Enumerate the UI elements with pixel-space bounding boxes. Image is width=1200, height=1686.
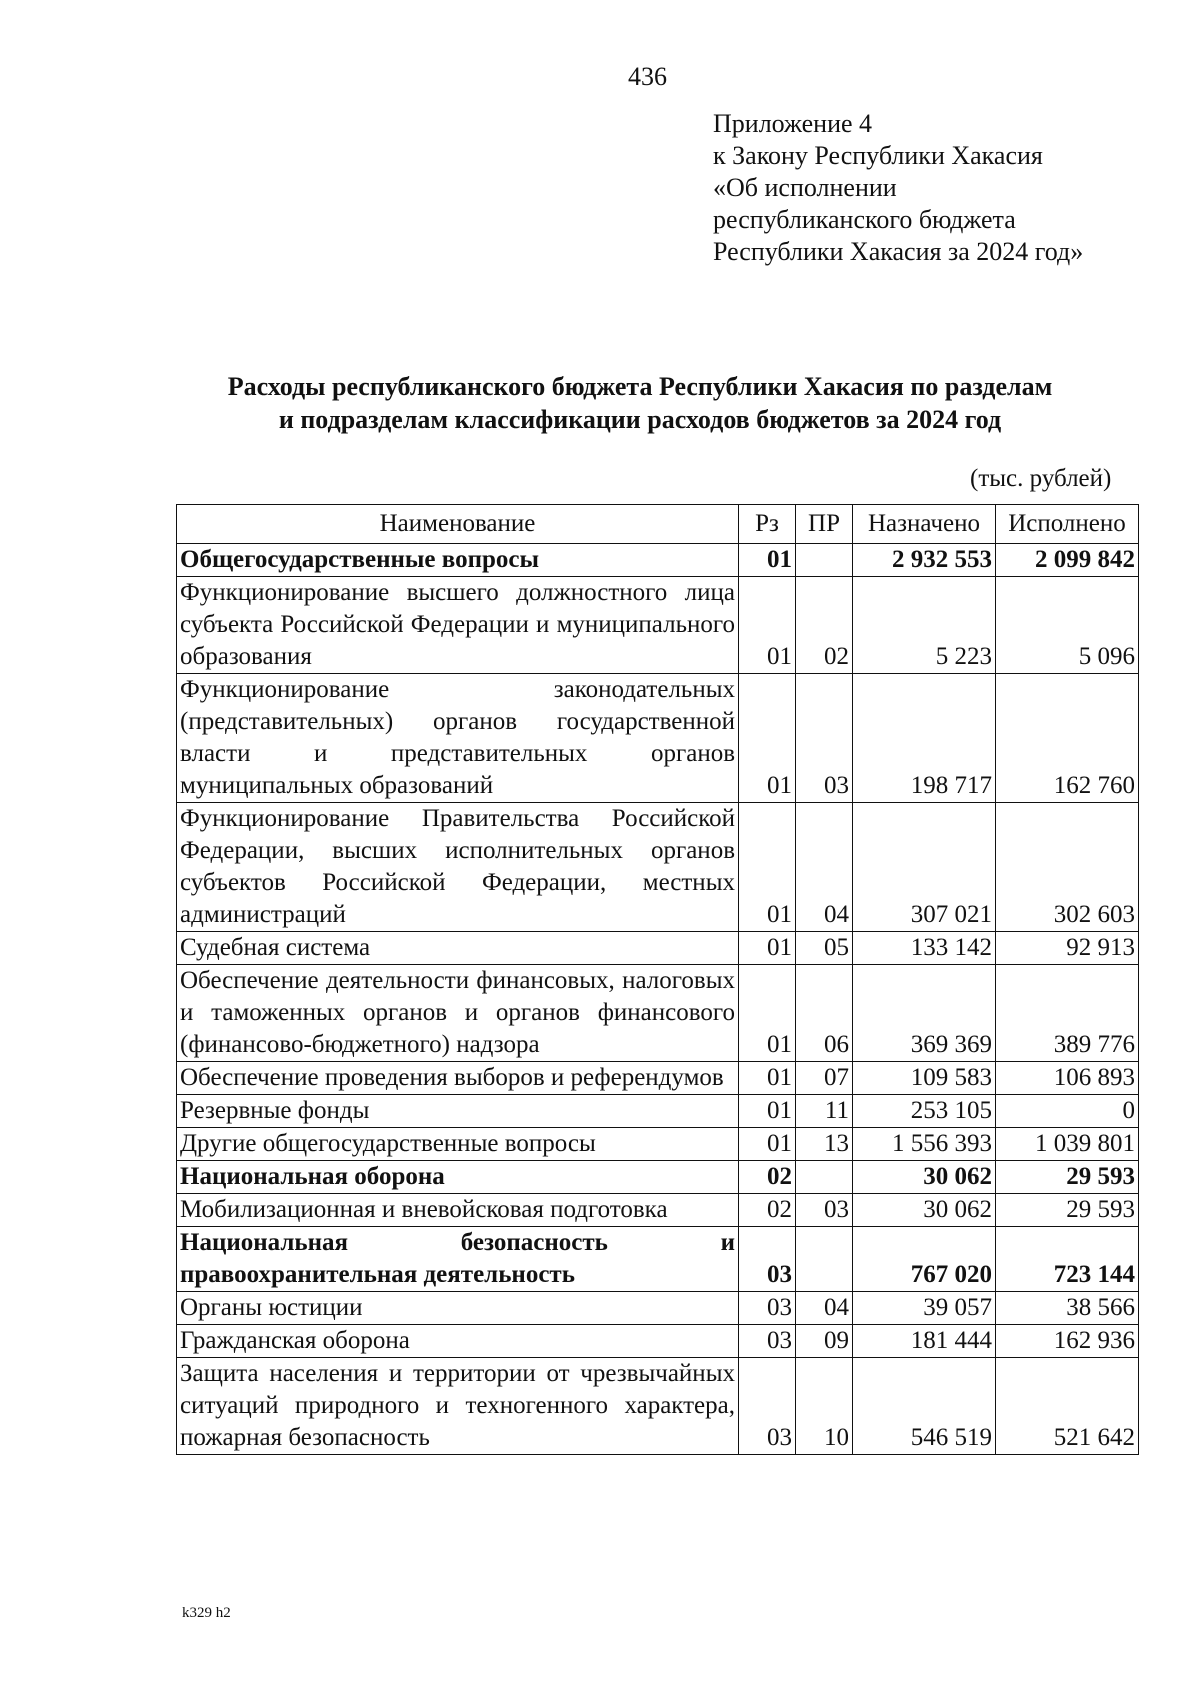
page-number: 436 [628, 62, 667, 91]
document-title-line: Расходы республиканского бюджета Республики Хакасия по разделам [227, 372, 1053, 401]
cell-executed: 2 099 842 [996, 544, 1139, 577]
cell-assigned: 30 062 [853, 1194, 996, 1227]
cell-pr: 11 [796, 1095, 853, 1128]
table-row [177, 932, 1139, 965]
header-assigned: Назначено [853, 505, 996, 544]
table-row [177, 1095, 1139, 1128]
header-pr: ПР [796, 505, 853, 544]
cell-assigned: 109 583 [853, 1062, 996, 1095]
cell-assigned: 369 369 [853, 965, 996, 1062]
cell-name: Другие общегосударственные вопросы [177, 1128, 739, 1161]
table-row [177, 965, 1139, 1062]
cell-rz: 03 [739, 1358, 796, 1455]
cell-assigned: 39 057 [853, 1292, 996, 1325]
cell-executed: 29 593 [996, 1194, 1139, 1227]
cell-executed: 723 144 [996, 1227, 1139, 1292]
cell-executed: 521 642 [996, 1358, 1139, 1455]
cell-assigned: 1 556 393 [853, 1128, 996, 1161]
cell-pr: 04 [796, 803, 853, 932]
cell-executed: 302 603 [996, 803, 1139, 932]
cell-pr: 05 [796, 932, 853, 965]
cell-assigned: 2 932 553 [853, 544, 996, 577]
cell-name: Национальная безопасность и правоохранительная деятельность [177, 1227, 739, 1292]
cell-executed: 38 566 [996, 1292, 1139, 1325]
cell-name: Защита населения и территории от чрезвычайных ситуаций природного и техногенного характера, пожарная безопасность [177, 1358, 739, 1455]
cell-executed: 106 893 [996, 1062, 1139, 1095]
cell-assigned: 181 444 [853, 1325, 996, 1358]
appendix-line: Приложение 4 [713, 109, 873, 138]
cell-name: Функционирование высшего должностного лица субъекта Российской Федерации и муниципального образования [177, 577, 739, 674]
cell-assigned: 133 142 [853, 932, 996, 965]
cell-name: Функционирование законодательных (представительных) органов государственной власти и представительных органов муниципальных образований [177, 674, 739, 803]
table-row [177, 1128, 1139, 1161]
cell-rz: 01 [739, 932, 796, 965]
cell-name: Обеспечение деятельности финансовых, налоговых и таможенных органов и органов финансового (финансово-бюджетного) надзора [177, 965, 739, 1062]
cell-assigned: 30 062 [853, 1161, 996, 1194]
cell-pr: 02 [796, 577, 853, 674]
cell-pr: 03 [796, 1194, 853, 1227]
cell-pr: 07 [796, 1062, 853, 1095]
cell-rz: 01 [739, 1128, 796, 1161]
footer-code: k329 h2 [182, 1605, 231, 1621]
document-title [150, 370, 1130, 436]
header-executed: Исполнено [996, 505, 1139, 544]
cell-assigned: 767 020 [853, 1227, 996, 1292]
cell-pr [796, 1227, 853, 1292]
cell-pr: 13 [796, 1128, 853, 1161]
table-row [177, 1062, 1139, 1095]
cell-name: Резервные фонды [177, 1095, 739, 1128]
cell-assigned: 198 717 [853, 674, 996, 803]
cell-name: Национальная оборона [177, 1161, 739, 1194]
cell-rz: 03 [739, 1292, 796, 1325]
cell-name: Обеспечение проведения выборов и референдумов [177, 1062, 739, 1095]
cell-executed: 0 [996, 1095, 1139, 1128]
table-row [177, 577, 1139, 674]
cell-rz: 01 [739, 577, 796, 674]
cell-name: Общегосударственные вопросы [177, 544, 739, 577]
cell-executed: 162 936 [996, 1325, 1139, 1358]
cell-rz: 01 [739, 965, 796, 1062]
cell-name: Судебная система [177, 932, 739, 965]
cell-executed: 1 039 801 [996, 1128, 1139, 1161]
cell-pr [796, 544, 853, 577]
cell-assigned: 307 021 [853, 803, 996, 932]
cell-pr [796, 1161, 853, 1194]
cell-name: Органы юстиции [177, 1292, 739, 1325]
cell-name: Мобилизационная и вневойсковая подготовка [177, 1194, 739, 1227]
cell-assigned: 546 519 [853, 1358, 996, 1455]
appendix-line: «Об исполнении [713, 173, 897, 202]
header-name: Наименование [177, 505, 739, 544]
table-row [177, 1358, 1139, 1455]
cell-rz: 01 [739, 803, 796, 932]
cell-pr: 06 [796, 965, 853, 1062]
cell-rz: 01 [739, 544, 796, 577]
cell-executed: 29 593 [996, 1161, 1139, 1194]
table-section-row [177, 1227, 1139, 1292]
table-header-row [177, 505, 1139, 544]
appendix-line: республиканского бюджета [713, 205, 1016, 234]
table-section-row [177, 1161, 1139, 1194]
cell-executed: 389 776 [996, 965, 1139, 1062]
cell-rz: 03 [739, 1227, 796, 1292]
appendix-line: Республики Хакасия за 2024 год» [713, 237, 1084, 266]
cell-executed: 92 913 [996, 932, 1139, 965]
cell-assigned: 253 105 [853, 1095, 996, 1128]
table-row [177, 674, 1139, 803]
expenditure-table [176, 504, 1139, 1455]
cell-rz: 03 [739, 1325, 796, 1358]
cell-name: Гражданская оборона [177, 1325, 739, 1358]
header-rz: Рз [739, 505, 796, 544]
document-title-line: и подразделам классификации расходов бюджетов за 2024 год [278, 405, 1002, 434]
appendix-line: к Закону Республики Хакасия [713, 141, 1043, 170]
table-row [177, 1194, 1139, 1227]
cell-name: Функционирование Правительства Российской Федерации, высших исполнительных органов субъектов Российской Федерации, местных администраций [177, 803, 739, 932]
cell-pr: 04 [796, 1292, 853, 1325]
units-label: (тыс. рублей) [970, 465, 1112, 492]
table-row [177, 1292, 1139, 1325]
cell-assigned: 5 223 [853, 577, 996, 674]
cell-rz: 01 [739, 1095, 796, 1128]
cell-executed: 162 760 [996, 674, 1139, 803]
table-body [177, 544, 1139, 1455]
table-row [177, 803, 1139, 932]
cell-executed: 5 096 [996, 577, 1139, 674]
appendix-block [713, 108, 1133, 268]
cell-rz: 02 [739, 1194, 796, 1227]
cell-pr: 09 [796, 1325, 853, 1358]
table-section-row [177, 544, 1139, 577]
cell-pr: 03 [796, 674, 853, 803]
cell-rz: 01 [739, 674, 796, 803]
cell-pr: 10 [796, 1358, 853, 1455]
cell-rz: 02 [739, 1161, 796, 1194]
table-row [177, 1325, 1139, 1358]
cell-rz: 01 [739, 1062, 796, 1095]
